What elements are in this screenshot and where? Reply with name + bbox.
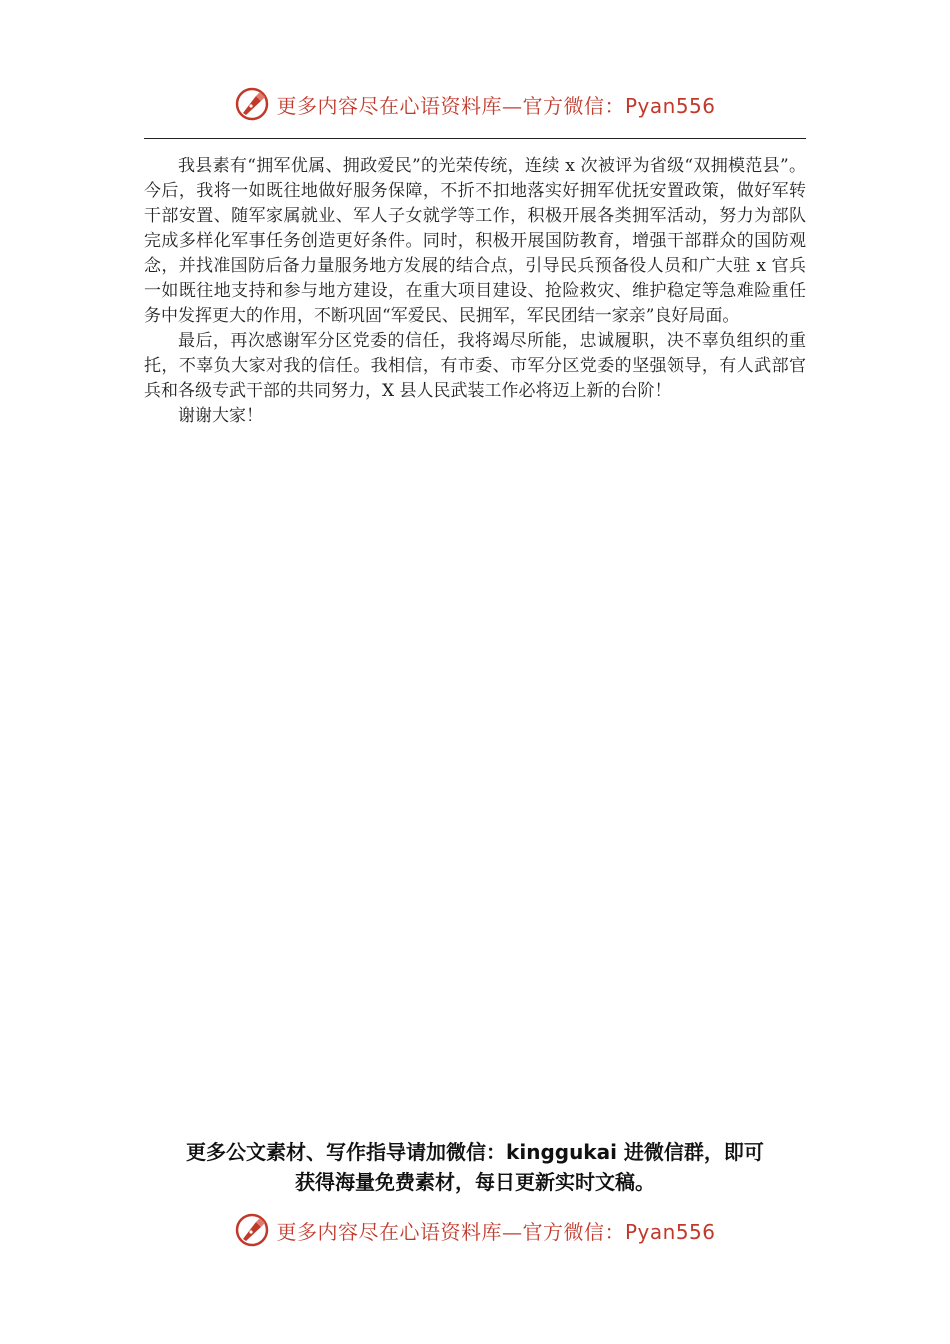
promo-notice [140,1137,810,1197]
body-paragraph: 谢谢大家！ [178,406,263,426]
footer-brand-handle: Pyan556 [624,1219,716,1244]
promo-line: 获得海量免费素材，每日更新实时文稿。 [295,1170,655,1194]
header-brand-text: 更多内容尽在心语资料库—官方微信： [276,93,625,118]
header-brand-handle: Pyan556 [624,93,716,118]
pen-nib-logo-icon [234,1212,270,1248]
body-paragraph: 最后，再次感谢军分区党委的信任，我将竭尽所能，忠诚履职，决不辜负组织的重托，不辜负大家对我的信任。我相信，有市委、市军分区党委的坚强领导，有人武部官兵和各级专武干部的共同努力，X 县人民武装工作必将迈上新的台阶！ [144,331,806,401]
header-brand [0,84,950,124]
header-divider [144,138,806,139]
document-body [144,154,806,429]
promo-line: 更多公文素材、写作指导请加微信：kinggukai 进微信群，即可 [186,1140,764,1164]
pen-nib-logo-icon [234,86,270,122]
footer-brand-text: 更多内容尽在心语资料库—官方微信： [276,1219,625,1244]
footer-brand [0,1210,950,1250]
body-paragraph: 我县素有“拥军优属、拥政爱民”的光荣传统，连续 x 次被评为省级“双拥模范县”。今后，我将一如既往地做好服务保障，不折不扣地落实好拥军优抚安置政策，做好军转干部安置、随军家属就业、军人子女就学等工作，积极开展各类拥军活动，努力为部队完成多样化军事任务创造更好条件。同时，积极开展国防教育，增强干部群众的国防观念，并找准国防后备力量服务地方发展的结合点，引导民兵预备役人员和广大驻 x 官兵一如既往地支持和参与地方建设，在重大项目建设、抢险救灾、维护稳定等急难险重任务中发挥更大的作用，不断巩固“军爱民、民拥军，军民团结一家亲”良好局面。 [144,156,806,326]
